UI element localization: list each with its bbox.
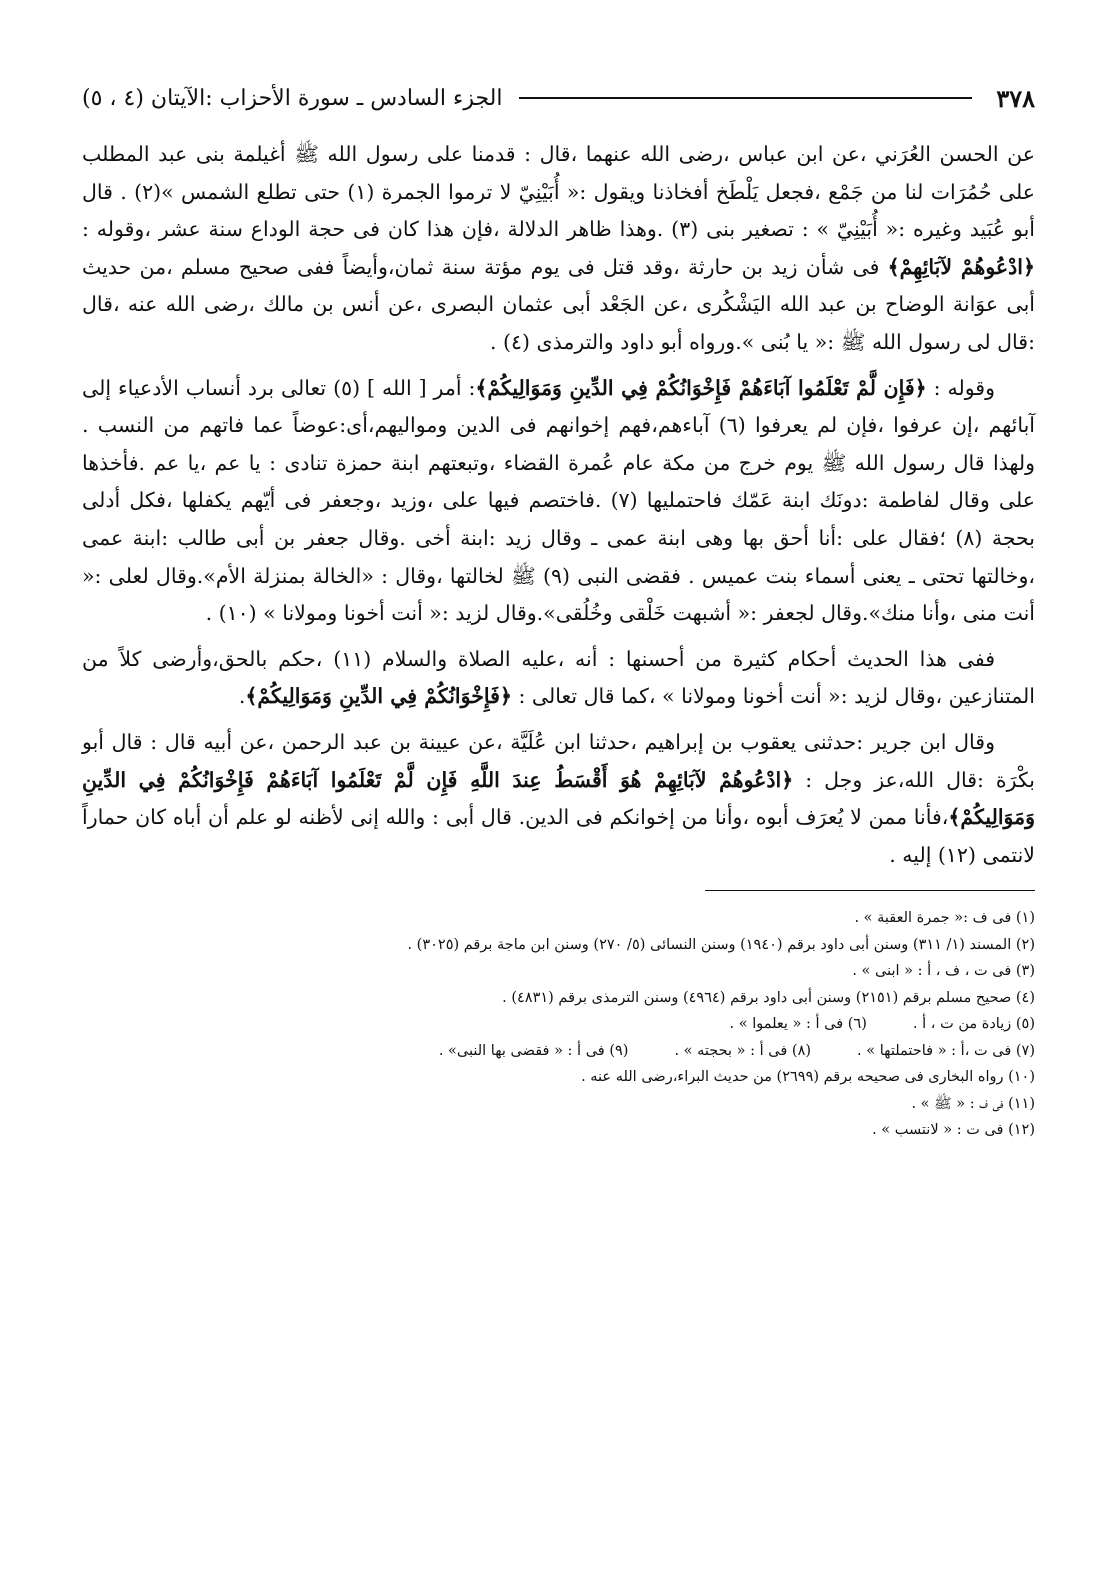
footnote: (١١) فى ف : « ﷺ » . xyxy=(911,1095,1035,1112)
footnote: (٦) فى أ : « يعلموا » . xyxy=(729,1016,867,1033)
paragraph xyxy=(82,641,1035,716)
quran-verse: ﴿ادْعُوهُمْ لآبَائِهِمْ هُوَ أَقْسَطُ عِندَ اللَّهِ فَإِن لَّمْ تَعْلَمُوا آبَاءَهُمْ فَإِخْوَانُكُمْ فِي الدِّينِ وَمَوَالِيكُمْ﴾ xyxy=(82,767,1035,830)
quran-verse: ﴿فَإِن لَّمْ تَعْلَمُوا آبَاءَهُمْ فَإِخْوَانُكُمْ فِي الدِّينِ وَمَوَالِيكُمْ﴾ xyxy=(475,375,927,400)
page-header xyxy=(82,78,1035,118)
footnote: (٩) فى أ : « فقضى بها النبى» . xyxy=(438,1042,629,1059)
paragraph-text: وقوله : xyxy=(926,375,995,400)
paragraph-text: : أمر [ الله ] (٥) تعالى برد أنساب الأدعياء إلى آبائهم ،إن عرفوا ،فإن لم يعرفوا (٦) آباءهم،فهم إخوانهم فى الدين ومواليهم،أى:عوضاً عما فاتهم من النسب . ولهذا قال رسول الله ﷺ يوم خرج من مكة عام عُمرة القضاء ،وتبعتهم ابنة حمزة تنادى : يا عم ،يا عم .فأخذها على وقال لفاطمة :دونَك ابنة عَمّك فاحتمليها (٧) .فاختصم فيها على ،وزيد ،وجعفر فى أيّهم يكفلها ،فكل أدلى بحجة (٨) ؛فقال على :أنا أحق بها وهى ابنة عمى ـ وقال زيد :ابنة أخى .وقال جعفر بن أبى طالب :ابنة عمى ،وخالتها تحتى ـ يعنى أسماء بنت عميس . فقضى النبى (٩) ﷺ لخالتها ،وقال : «الخالة بمنزلة الأم».وقال لعلى :« أنت منى ،وأنا منك».وقال لجعفر :« أشبهت خَلْقى وخُلُقى».وقال لزيد :« أنت أخونا ومولانا » (١٠) . xyxy=(82,375,1036,626)
paragraph-text: فى شأن زيد بن حارثة ،وقد قتل فى يوم مؤتة سنة ثمان،وأيضاً ففى صحيح مسلم ،من حديث أبى عوَانة الوضاح بن عبد الله اليَشْكُرى ،عن الجَعْد أبى عثمان البصرى ،عن أنس بن مالك ،رضى الله عنه ،قال :قال لى رسول الله ﷺ :« يا بُنى ».ورواه أبو داود والترمذى (٤) . xyxy=(82,254,1035,354)
footnote: (٤) صحيح مسلم برقم (٢١٥١) وسنن أبى داود برقم (٤٩٦٤) وسنن الترمذى برقم (٤٨٣١) . xyxy=(502,989,1035,1006)
footnote: (٧) فى ت ،أ : « فاحتملتها » . xyxy=(857,1042,1035,1059)
footnote-separator xyxy=(705,890,1035,891)
paragraph xyxy=(82,724,1035,874)
paragraph-text: . xyxy=(238,684,246,709)
footnote: (٢) المسند (١/ ٣١١) وسنن أبى داود برقم (١٩٤٠) وسنن النسائى (٥/ ٢٧٠) وسنن ابن ماجة برقم (٣٠٢٥) . xyxy=(407,936,1035,953)
paragraph-text: عن الحسن العُرَني ،عن ابن عباس ،رضى الله عنهما ،قال : قدمنا على رسول الله ﷺ أغيلمة بنى عبد المطلب على حُمُرَات لنا من جَمْع ،فجعل يَلْطَخ أفخاذنا ويقول :« أُبَيْنِيّ لا ترموا الجمرة (١) حتى تطلع الشمس »(٢) . قال أبو عُبَيد وغيره :« أُبَيْنِيّ » : تصغير بنى (٣) .وهذا ظاهر الدلالة ،فإن هذا كان فى حجة الوداع سنة عشر ،وقوله : xyxy=(82,142,1036,242)
footnote: (١) فى ف :« جمرة العقبة » . xyxy=(854,910,1035,927)
quran-verse: ﴿ادْعُوهُمْ لآبَائِهِمْ﴾ xyxy=(887,254,1035,279)
paragraph xyxy=(82,370,1035,633)
footnote: (٣) فى ت ، ف ، أ : « ابنى » . xyxy=(852,963,1035,980)
footnote-row xyxy=(82,1011,1035,1038)
footnote: (٨) فى أ : « بحجته » . xyxy=(674,1042,812,1059)
running-title: الجزء السادس ـ سورة الأحزاب :الآيتان (٤ ، ٥) xyxy=(82,85,503,111)
footnotes xyxy=(82,905,1035,1144)
footnote: (١٢) فى ت : « لانتسب » . xyxy=(872,1122,1035,1139)
quran-verse: ﴿فَإِخْوَانُكُمْ فِي الدِّينِ وَمَوَالِيكُمْ﴾ xyxy=(245,684,512,709)
header-rule xyxy=(519,97,973,99)
footnote: (٥) زيادة من ت ، أ . xyxy=(912,1016,1035,1033)
page-number: ٣٧٨ xyxy=(996,83,1035,113)
main-text xyxy=(82,136,1035,874)
footnote: (١٠) رواه البخارى فى صحيحه برقم (٢٦٩٩) من حديث البراء،رضى الله عنه . xyxy=(581,1069,1035,1086)
paragraph-text: ،فأنا ممن لا يُعرَف أبوه ،وأنا من إخوانكم فى الدين. قال أبى : والله إنى لأظنه لو علم أن أباه كان حماراً لانتمى (١٢) إليه . xyxy=(82,805,1035,867)
paragraph xyxy=(82,136,1035,362)
footnote-row xyxy=(82,1038,1035,1065)
paragraph-text: وقال ابن جرير :حدثنى يعقوب بن إبراهيم ،حدثنا ابن عُلَيَّة ،عن عيينة بن عبد الرحمن ،عن أبيه قال : قال أبو بكْرَة :قال الله،عز وجل : xyxy=(82,729,1036,792)
paragraph-text: ففى هذا الحديث أحكام كثيرة من أحسنها : أنه ،عليه الصلاة والسلام (١١) ،حكم بالحق،وأرضى كلاً من المتنازعين ،وقال لزيد :« أنت أخونا ومولانا » ،كما قال تعالى : xyxy=(82,646,1035,709)
